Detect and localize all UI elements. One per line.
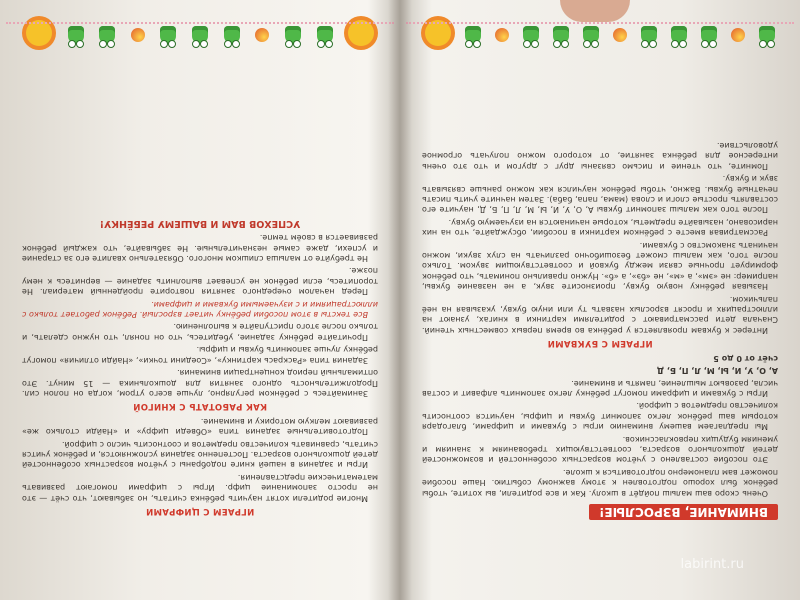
page-adults: [400, 0, 800, 600]
section-numbers-title: ИГРАЕМ С ЦИФРАМИ: [145, 506, 255, 516]
paragraph: Это пособие составлено с учётом возрастных особенностей и возможностей детей дошкольного возраста, соответствующих требованиям к знаниям и умениям будущих первоклассников.: [422, 434, 778, 465]
highlight-paragraph: Все тексты в этом пособии ребёнку читает взрослый. Ребёнок работает только с иллюстрациями и с изучаемыми буквами и цифрами.: [22, 299, 378, 320]
sun-icon: [348, 20, 374, 46]
frog-icon: [99, 26, 115, 44]
watermark: labirint.ru: [680, 557, 744, 572]
frog-icon: [759, 26, 775, 44]
frog-icon: [523, 26, 539, 44]
frog-icon: [160, 26, 176, 44]
frog-icon: [671, 26, 687, 44]
paragraph: Перед началом очередного занятия повторите пройденный материал. Не торопитесь, если ребёнок не успевает выполнить задание — вернитесь к нему позже.: [22, 266, 378, 297]
decorative-border: [400, 0, 800, 64]
frog-icon: [68, 26, 84, 44]
paragraph: Задания типа «Раскрась картинку», «Соедини точки», «Найди отличия» помогут ребёнку лучше запомнить буквы и цифры.: [22, 345, 378, 365]
paragraph: Интерес к буквам проявляется у ребёнка во время первых совместных чтений. Сначала дети рассматривают с родителями картинки в книгах, узнают на иллюстрациях и просят взрослых назвать ту или иную букву, указывая на неё пальчиком.: [422, 294, 778, 335]
frog-icon: [553, 26, 569, 44]
wish-line: УСПЕХОВ ВАМ И ВАШЕМУ РЕБЁНКУ!: [99, 217, 301, 229]
frog-icon: [224, 26, 240, 44]
frog-icon: [701, 26, 717, 44]
letters-line: А, О, У, И, Ы, М, Л, П, Б, Д: [656, 366, 778, 376]
ball-icon: [495, 28, 509, 42]
paragraph: Игры с буквами и цифрами помогут ребёнку легко запомнить алфавит и состав числа, разовьют мышление, память и внимание.: [422, 378, 778, 398]
paragraph: Называя ребёнку новую букву, произносите звук, а не название буквы, например: не «эм», а «м», не «бэ», а «б». Нужно правильно понимать, что ребёнок формирует прочные связи между буквой и соответствующим звуком. Только после того, как малыш сможет безошибочно различать на слух звуки, можно начинать знакомство с буквами.: [422, 240, 778, 292]
sun-icon: [26, 20, 52, 46]
paragraph: Очень скоро ваш малыш пойдёт в школу. Как и все родители, вы хотите, чтобы ребёнок был хорошо подготовлен к этому важному событию. Наше пособие поможет вам планомерно подготовиться к школе.: [422, 467, 778, 498]
banner-title: ВНИМАНИЕ, ВЗРОСЛЫЕ!: [589, 504, 778, 520]
count-line: счёт от 0 до 5: [713, 353, 778, 363]
paragraph: Рассматривая вместе с ребёнком картинки в пособии, обсуждайте, что на них нарисовано, называйте предметы, которые начинаются на изучаемую букву.: [422, 217, 778, 238]
ball-icon: [131, 28, 145, 42]
section-howto-title: КАК РАБОТАТЬ С КНИГОЙ: [133, 401, 267, 412]
paragraph: Занимайтесь с ребёнком регулярно, лучше всего утром, когда он полон сил. Продолжительность одного занятия для дошкольника — 15 минут. Это оптимальный период концентрации внимания.: [22, 368, 378, 398]
paragraph: Игры и задания в нашей книге подобраны с учётом возрастных особенностей детей дошкольного возраста. Постепенно задания усложняются, и ребёнок учится считать, сравнивать количество предметов и соотносить число с цифрой.: [22, 439, 378, 470]
paragraph: Мы предлагаем вашему вниманию игры с буквами и цифрами, благодаря которым ваш ребёнок легко запомнит буквы и цифры, научится соотносить количество предметов с цифрой.: [422, 401, 778, 432]
paragraph: После того как малыш запомнит буквы А, О, У, И, Ы, М, Л, П, Б, Д, научите его составлять простые слоги и слова (мама, папа, баба). Затем начните учить писать печатные буквы. Важно, чтобы ребёнок научился как можно раньше связывать звук и букву.: [422, 174, 778, 215]
frog-icon: [583, 26, 599, 44]
paragraph: Помните, что чтение и письмо связаны друг с другом и что это очень интересное для ребёнка занятие, от которого можно получать огромное удовольствие.: [422, 141, 778, 171]
book-gutter: [388, 0, 412, 600]
paragraph: Подготовительные задания типа «Обведи цифру» и «Найди столько же» развивают мелкую моторику и внимание.: [22, 416, 378, 437]
frog-icon: [641, 26, 657, 44]
page-numbers-content: [22, 6, 378, 520]
paragraph: Многие родители хотят научить ребёнка считать, но забывают, что счёт — это не просто запоминание цифр. Игры с цифрами помогают развивать математические представления.: [22, 472, 378, 503]
frog-icon: [285, 26, 301, 44]
frog-icon: [192, 26, 208, 44]
paragraph: Не требуйте от малыша слишком многого. Обязательно хвалите его за старание и успехи, даже самые незначительные. Не забывайте, что каждый ребёнок развивается в своём темпе.: [22, 233, 378, 264]
sun-icon: [425, 20, 451, 46]
decorative-border: [0, 0, 400, 64]
page-adults-content: [422, 6, 778, 520]
ball-icon: [731, 28, 745, 42]
frog-icon: [317, 26, 333, 44]
paragraph: Прочитайте ребёнку задание, убедитесь, что он понял, что нужно сделать, и только после этого приступайте к выполнению.: [22, 322, 378, 342]
section-letters-title: ИГРАЕМ С БУКВАМИ: [547, 338, 653, 349]
ball-icon: [255, 28, 269, 42]
frog-icon: [465, 26, 481, 44]
ball-icon: [613, 28, 627, 42]
